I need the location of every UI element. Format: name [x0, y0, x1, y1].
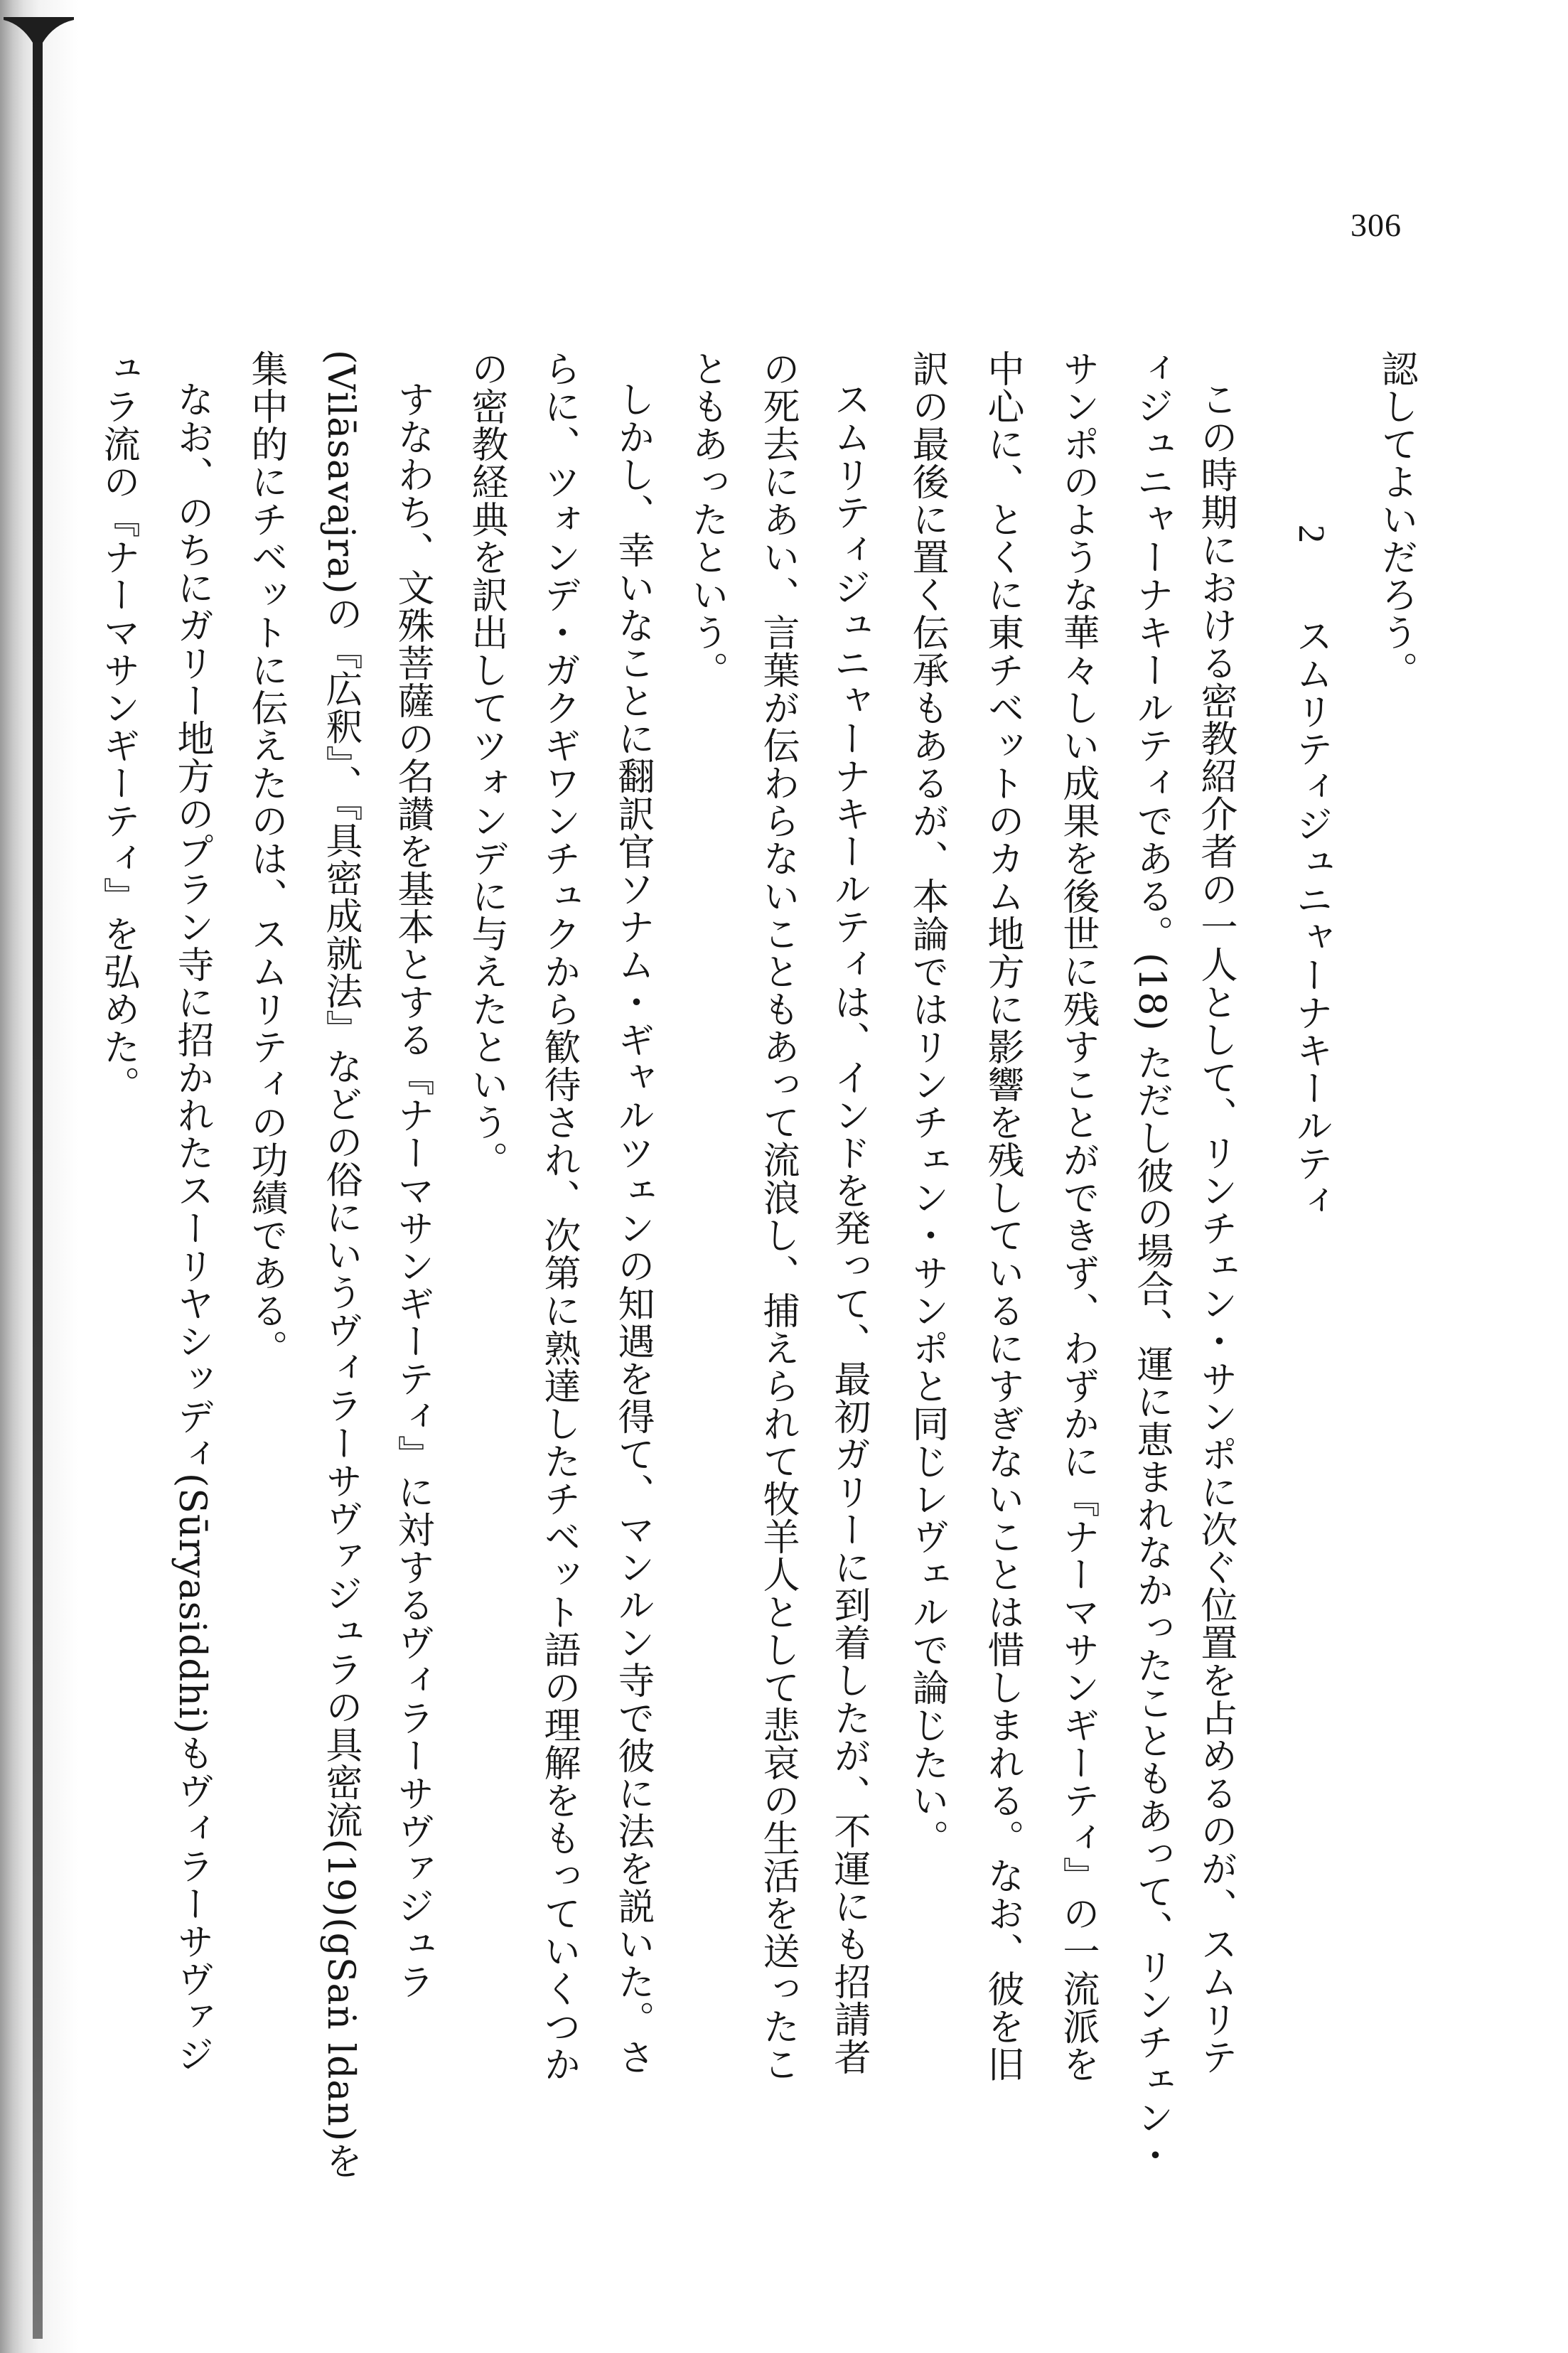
text-line: の密教経典を訳出してツォンデに与えたという。	[465, 350, 508, 1179]
text-line: の死去にあい、言葉が伝わらないこともあって流浪し、捕えられて牧羊人として悲哀の生活を送ったこ	[756, 350, 799, 2083]
text-line: ュラ流の『ナーマサンギーティ』を弘めた。	[97, 350, 139, 1103]
text-line: しかし、幸いなことに翻訳官ソナム・ギャルツェンの知遇を得て、マンルン寺で彼に法を説いた。さ	[611, 380, 654, 2076]
text-line: ィジュニャーナキールティである。(18) ただし彼の場合、運に恵まれなかったこともあって、リンチェン・	[1130, 350, 1173, 2175]
section-heading: スムリティジュニャーナキールティ	[1289, 617, 1332, 1220]
text-line: なお、のちにガリー地方のプラン寺に招かれたスーリヤシッディ(Sūryasiddhi)もヴィラーサヴァジ	[171, 380, 213, 2074]
binding-shadow	[0, 0, 85, 2353]
text-line: 認してよいだろう。	[1375, 350, 1417, 689]
text-line: すなわち、文殊菩薩の名讃を基本とする『ナーマサンギーティ』に対するヴィラーサヴァジュラ	[391, 380, 434, 2000]
text-line: サンポのような華々しい成果を後世に残すことができず、わずかに『ナーマサンギーティ』の一流派を	[1056, 350, 1099, 2083]
text-line: 集中的にチベットに伝えたのは、スムリティの功績である。	[245, 350, 287, 1367]
binding-cap	[0, 14, 78, 57]
text-line: らに、ツォンデ・ガクギワンチュクから歓待され、次第に熟達したチベット語の理解をもっていくつか	[537, 350, 580, 2083]
text-line: スムリティジュニャーナキールティは、インドを発って、最初ガリーに到着したが、不運にも招請者	[827, 380, 870, 2076]
text-line: この時期における密教紹介者の一人として、リンチェン・サンポに次ぐ位置を占めるのが、スムリテ	[1194, 380, 1237, 2076]
text-line: 訳の最後に置く伝承もあるが、本論ではリンチェン・サンポと同じレヴェルで論じたい。	[906, 350, 948, 1857]
text-line: (Vilāsavajra)の『広釈』、『具密成就法』などの俗にいうヴィラーサヴァジュラの具密流(19)(gSaṅ ldan)を	[319, 350, 362, 2180]
page-number: 306	[1350, 207, 1402, 243]
text-line: 中心に、とくに東チベットのカム地方に影響を残しているにすぎないことは惜しまれる。なお、彼を旧	[981, 350, 1024, 2083]
binding-edge	[33, 43, 43, 2339]
text-line: ともあったという。	[685, 350, 728, 689]
section-number: 2	[1291, 525, 1331, 543]
